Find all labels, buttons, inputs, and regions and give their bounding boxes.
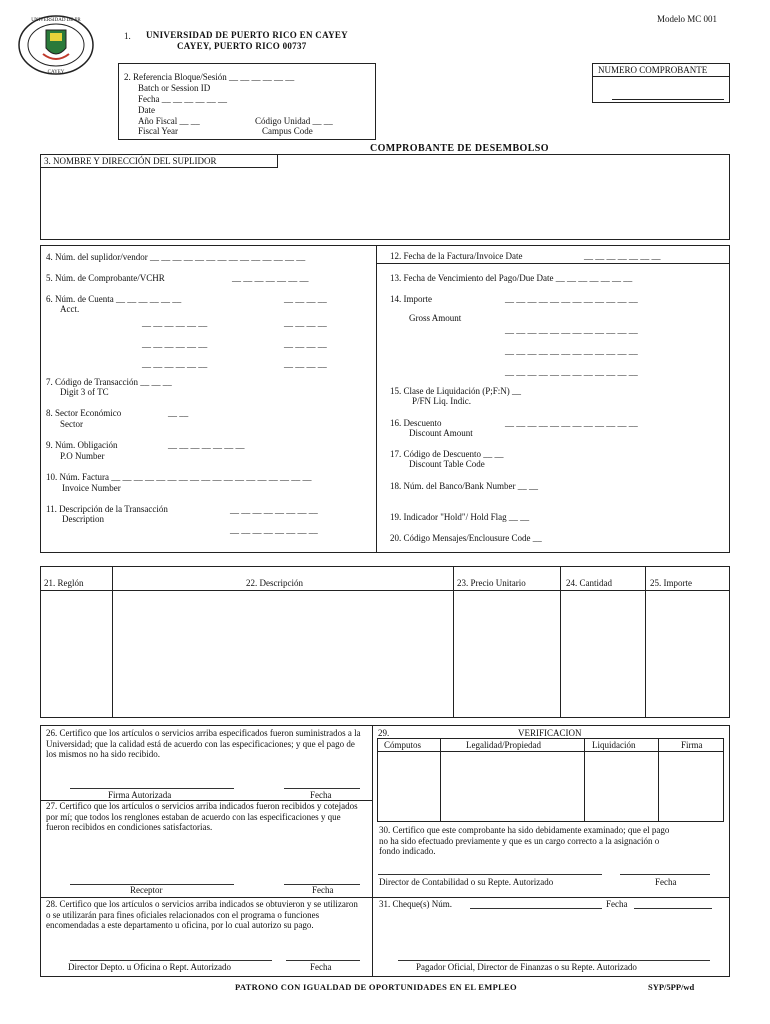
field-11-blank-2[interactable]: __ __ __ __ __ __ __ __ xyxy=(230,525,318,535)
university-city: CAYEY, PUERTO RICO 00737 xyxy=(177,41,307,51)
field-10-invoice[interactable]: 10. Núm. Factura __ __ __ __ __ __ __ __ __ __ __ __ __ __ __ __ __ __ xyxy=(46,472,312,482)
cert-28-text: 28. Certifico que los artículos o servicios arriba indicados se obtuvieron y se utilizaron o se utilizarán para fines oficiales relacionados con el programa o funciones encomendadas a este departamento u oficina, por lo cual autorizo su pago. xyxy=(46,899,358,930)
field-15-liquidation[interactable]: 15. Clase de Liquidación (P;F:N) __ xyxy=(390,386,521,396)
col-header-amount: 25. Importe xyxy=(650,578,692,588)
item-number-1: 1. xyxy=(124,31,131,41)
field-14-blank[interactable]: __ __ __ __ __ __ __ __ __ __ __ __ xyxy=(505,294,638,304)
field-10-sub: Invoice Number xyxy=(62,483,121,493)
university-seal-logo xyxy=(17,14,95,76)
cert-26-text: 26. Certifico que los artículos o servicios arriba especificados fueron suministrados a la Universidad; que la calidad está de acuerdo con las especificaciones; y que el pago de los mismos no ha sido recibido. xyxy=(46,728,361,759)
cert-30-signature-label: Director de Contabilidad o su Repte. Autorizado xyxy=(379,877,554,887)
verification-number: 29. xyxy=(378,728,390,738)
verification-col-computos: Cómputos xyxy=(384,740,422,750)
footer-code: SYP/5PP/wd xyxy=(648,982,695,992)
campus-code-sub: Campus Code xyxy=(262,126,313,136)
col-header-unit-price: 23. Precio Unitario xyxy=(457,578,526,588)
batch-reference-label: 2. Referencia Bloque/Sesión __ __ __ __ __ __ xyxy=(124,72,295,82)
field-8-blank[interactable]: __ __ xyxy=(168,408,189,418)
field-16-discount: 16. Descuento xyxy=(390,418,442,428)
cert-26-signature-label: Firma Autorizada xyxy=(108,790,172,800)
field-7-sub: Digit 3 of TC xyxy=(60,387,109,397)
verification-title: VERIFICACION xyxy=(518,728,582,738)
field-17-sub: Discount Table Code xyxy=(409,459,485,469)
field-5-blanks[interactable]: __ __ __ __ __ __ __ xyxy=(232,273,309,283)
field-19-hold[interactable]: 19. Indicador "Hold"/ Hold Flag __ __ xyxy=(390,512,530,522)
acct-blank-1a[interactable]: __ __ __ __ __ __ xyxy=(142,318,208,328)
col-header-description: 22. Descripción xyxy=(246,578,303,588)
form-model-number: Modelo MC 001 xyxy=(657,14,718,24)
field-12-invoice-date: 12. Fecha de la Factura/Invoice Date xyxy=(390,251,523,261)
acct-blank-2a[interactable]: __ __ __ __ __ __ xyxy=(142,339,208,349)
field-13-due-date[interactable]: 13. Fecha de Vencimiento del Pago/Due Date __ __ __ __ __ __ __ xyxy=(390,273,633,283)
cert-31-date-label: Fecha xyxy=(606,899,628,909)
verification-col-legalidad: Legalidad/Propiedad xyxy=(466,740,541,750)
amount-blank-1[interactable]: __ __ __ __ __ __ __ __ __ __ __ __ xyxy=(505,325,638,335)
fiscal-year-label: Año Fiscal __ __ xyxy=(138,116,200,126)
cert-30-text: 30. Certifico que este comprobante ha sido debidamente examinado; que el pago no ha sido efectuado previamente y que es un cargo correcto a la asignación o fondo indicado. xyxy=(379,825,670,856)
amount-blank-2[interactable]: __ __ __ __ __ __ __ __ __ __ __ __ xyxy=(505,346,638,356)
voucher-number-label: NUMERO COMPROBANTE xyxy=(598,65,708,75)
acct-blank-3b[interactable]: __ __ __ __ xyxy=(284,359,327,369)
cert-28-date-label: Fecha xyxy=(310,962,332,972)
field-14-amount: 14. Importe xyxy=(390,294,432,304)
field-9-sub: P.O Number xyxy=(60,451,105,461)
batch-date-label: Fecha __ __ __ __ __ __ xyxy=(138,94,227,104)
field-11-description: 11. Descripción de la Transacción xyxy=(46,504,168,514)
footer-equal-opportunity: PATRONO CON IGUALDAD DE OPORTUNIDADES EN EL EMPLEO xyxy=(235,982,517,992)
field-15-sub: P/FN Liq. Indic. xyxy=(412,396,472,406)
field-7-transaction-code[interactable]: 7. Código de Transacción __ __ __ xyxy=(46,377,172,387)
field-20-messages[interactable]: 20. Código Mensajes/Enclousure Code __ xyxy=(390,533,542,543)
field-18-bank[interactable]: 18. Núm. del Banco/Bank Number __ __ xyxy=(390,481,538,491)
field-6-account-a[interactable]: __ __ __ __ xyxy=(284,294,327,304)
cert-27-signature-label: Receptor xyxy=(130,885,163,895)
field-11-blank-1[interactable]: __ __ __ __ __ __ __ __ xyxy=(230,505,318,515)
acct-blank-3a[interactable]: __ __ __ __ __ __ xyxy=(142,359,208,369)
check-number-line[interactable] xyxy=(470,908,602,909)
col-header-line: 21. Reglón xyxy=(44,578,84,588)
seal-text: UNIVERSIDAD DE PR xyxy=(31,18,81,23)
field-9-obligation: 9. Núm. Obligación xyxy=(46,440,118,450)
cert-26-date-label: Fecha xyxy=(310,790,332,800)
field-14-sub: Gross Amount xyxy=(409,313,462,323)
svg-text:CAYEY: CAYEY xyxy=(47,70,65,75)
field-8-sub: Sector xyxy=(60,419,83,429)
supplier-label: 3. NOMBRE Y DIRECCIÓN DEL SUPLIDOR xyxy=(44,156,217,166)
cert-28-signature-label: Director Depto. u Oficina o Rept. Autorizado xyxy=(68,962,231,972)
cert-31-check-label: 31. Cheque(s) Núm. xyxy=(379,899,452,909)
col-header-quantity: 24. Cantidad xyxy=(566,578,612,588)
acct-blank-2b[interactable]: __ __ __ __ xyxy=(284,339,327,349)
fiscal-year-sub: Fiscal Year xyxy=(138,126,178,136)
field-16-blank[interactable]: __ __ __ __ __ __ __ __ __ __ __ __ xyxy=(505,418,638,428)
field-11-sub: Description xyxy=(62,514,104,524)
cert-31-signature-label: Pagador Oficial, Director de Finanzas o su Repte. Autorizado xyxy=(416,962,637,972)
amount-blank-3[interactable]: __ __ __ __ __ __ __ __ __ __ __ __ xyxy=(505,367,638,377)
field-12-blank[interactable]: __ __ __ __ __ __ __ xyxy=(584,251,661,261)
field-16-sub: Discount Amount xyxy=(409,428,473,438)
batch-date-sub: Date xyxy=(138,105,155,115)
form-title: COMPROBANTE DE DESEMBOLSO xyxy=(370,143,549,154)
cert-27-date-label: Fecha xyxy=(312,885,334,895)
cert-27-text: 27. Certifico que los artículos o servicios arriba indicados fueron recibidos y cotejados por mí; que todos los renglones estaban de acuerdo con las especificaciones y que fueron recibidos en condiciones satisfactorias. xyxy=(46,801,358,832)
check-date-line[interactable] xyxy=(634,908,712,909)
batch-reference-sub: Batch or Session ID xyxy=(138,83,211,93)
field-17-discount-code[interactable]: 17. Código de Descuento __ __ xyxy=(390,449,504,459)
cert-30-date-label: Fecha xyxy=(655,877,677,887)
field-4-supplier-number[interactable]: 4. Núm. del suplidor/vendor __ __ __ __ __ __ __ __ __ __ __ __ __ __ xyxy=(46,252,306,262)
field-6-account[interactable]: 6. Núm. de Cuenta __ __ __ __ __ __ xyxy=(46,294,182,304)
field-6-account-sub: Acct. xyxy=(60,304,80,314)
campus-code-label: Código Unidad __ __ xyxy=(255,116,333,126)
field-9-blank[interactable]: __ __ __ __ __ __ __ xyxy=(168,440,245,450)
line-items-table xyxy=(40,566,730,718)
verification-col-firma: Firma xyxy=(681,740,703,750)
university-name: UNIVERSIDAD DE PUERTO RICO EN CAYEY xyxy=(146,30,348,40)
voucher-number-line xyxy=(612,99,724,100)
field-5-voucher: 5. Núm. de Comprobante/VCHR xyxy=(46,273,165,283)
verification-col-liquidacion: Liquidación xyxy=(592,740,636,750)
field-8-sector: 8. Sector Económico xyxy=(46,408,122,418)
acct-blank-1b[interactable]: __ __ __ __ xyxy=(284,318,327,328)
